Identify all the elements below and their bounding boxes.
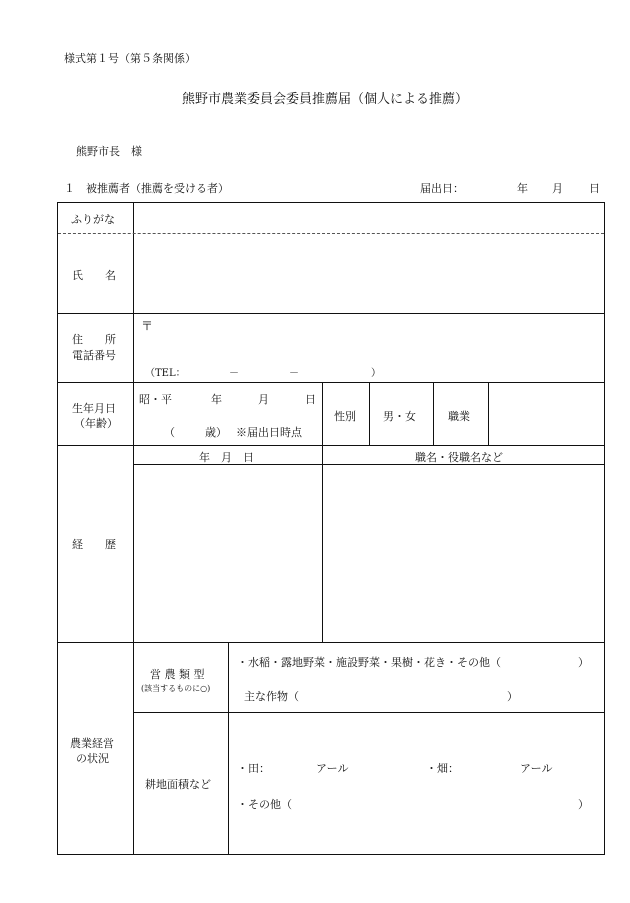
row-line-career [58, 642, 604, 643]
occupation-label: 職業 [448, 410, 470, 423]
age-label: （年齢） [74, 417, 118, 430]
tel-dash-1: － [229, 368, 239, 379]
main-crop-label: 主な作物（ [244, 690, 299, 703]
form-number: 様式第１号（第５条関係） [64, 52, 196, 65]
tel-open: （TEL： [145, 368, 186, 379]
furigana-label: ふりがな [71, 213, 115, 226]
job-label-divider [488, 382, 489, 445]
career-column-divider [322, 445, 323, 642]
birth-month-label: 月 [258, 393, 269, 406]
career-label: 経 歴 [72, 538, 116, 551]
farmland-area-label: 耕地面積など [145, 778, 211, 791]
row-line-address [58, 382, 604, 383]
birth-year-label: 年 [211, 393, 222, 406]
age-unit: 歳） [205, 426, 227, 439]
date-day-label: 日 [589, 182, 600, 195]
farm-type-label: 営 農 類 型 [150, 668, 205, 681]
birth-sex-divider [322, 382, 323, 445]
submission-date-label: 届出日： [420, 182, 464, 195]
birth-day-label: 日 [305, 393, 316, 406]
main-crop-close: ） [507, 690, 518, 703]
sex-job-divider [433, 382, 434, 445]
farm-type-note: (該当するものに○) [141, 684, 211, 693]
career-position-header: 職名・役職名など [415, 451, 503, 464]
addressee: 熊野市長 様 [76, 145, 142, 158]
age-open: （ [164, 426, 175, 439]
age-note: ※届出日時点 [236, 426, 302, 439]
farm-column-divider [228, 642, 229, 855]
birthdate-label: 生年月日 [72, 402, 116, 415]
farm-status-label-2: の状況 [76, 752, 109, 765]
farm-type-options: ・水稲・露地野菜・施設野菜・果樹・花き・その他（ [237, 656, 501, 669]
label-column-line [133, 202, 134, 855]
name-label: 氏 名 [72, 269, 116, 282]
date-month-label: 月 [552, 182, 563, 195]
paddy-unit: アール [316, 762, 349, 775]
other-area-close: ） [578, 798, 589, 811]
row-line-birth [58, 445, 604, 446]
farm-type-close: ） [578, 656, 589, 669]
sex-label-divider [369, 382, 370, 445]
paddy-label: ・田： [237, 762, 270, 775]
row-line-farm-type [134, 712, 604, 713]
upland-unit: アール [520, 762, 553, 775]
date-year-label: 年 [517, 182, 528, 195]
postal-mark: 〒 [141, 319, 154, 333]
sex-label: 性別 [334, 410, 356, 423]
career-date-header: 年 月 日 [199, 451, 254, 464]
row-line-name [58, 313, 604, 314]
tel-dash-2: － [289, 368, 299, 379]
upland-label: ・畑： [426, 762, 459, 775]
sex-options: 男・女 [383, 410, 416, 423]
era-options: 昭・平 [139, 393, 172, 406]
farm-status-label-1: 農業経営 [70, 737, 114, 750]
furigana-divider [58, 233, 604, 234]
page-title: 熊野市農業委員会委員推薦届（個人による推薦） [182, 92, 469, 107]
phone-label: 電話番号 [72, 349, 116, 362]
address-label: 住 所 [72, 333, 116, 346]
section-heading: １ 被推薦者（推薦を受ける者） [64, 182, 229, 195]
form-table [57, 202, 605, 855]
tel-close: ） [371, 368, 381, 379]
other-area-label: ・その他（ [237, 798, 292, 811]
